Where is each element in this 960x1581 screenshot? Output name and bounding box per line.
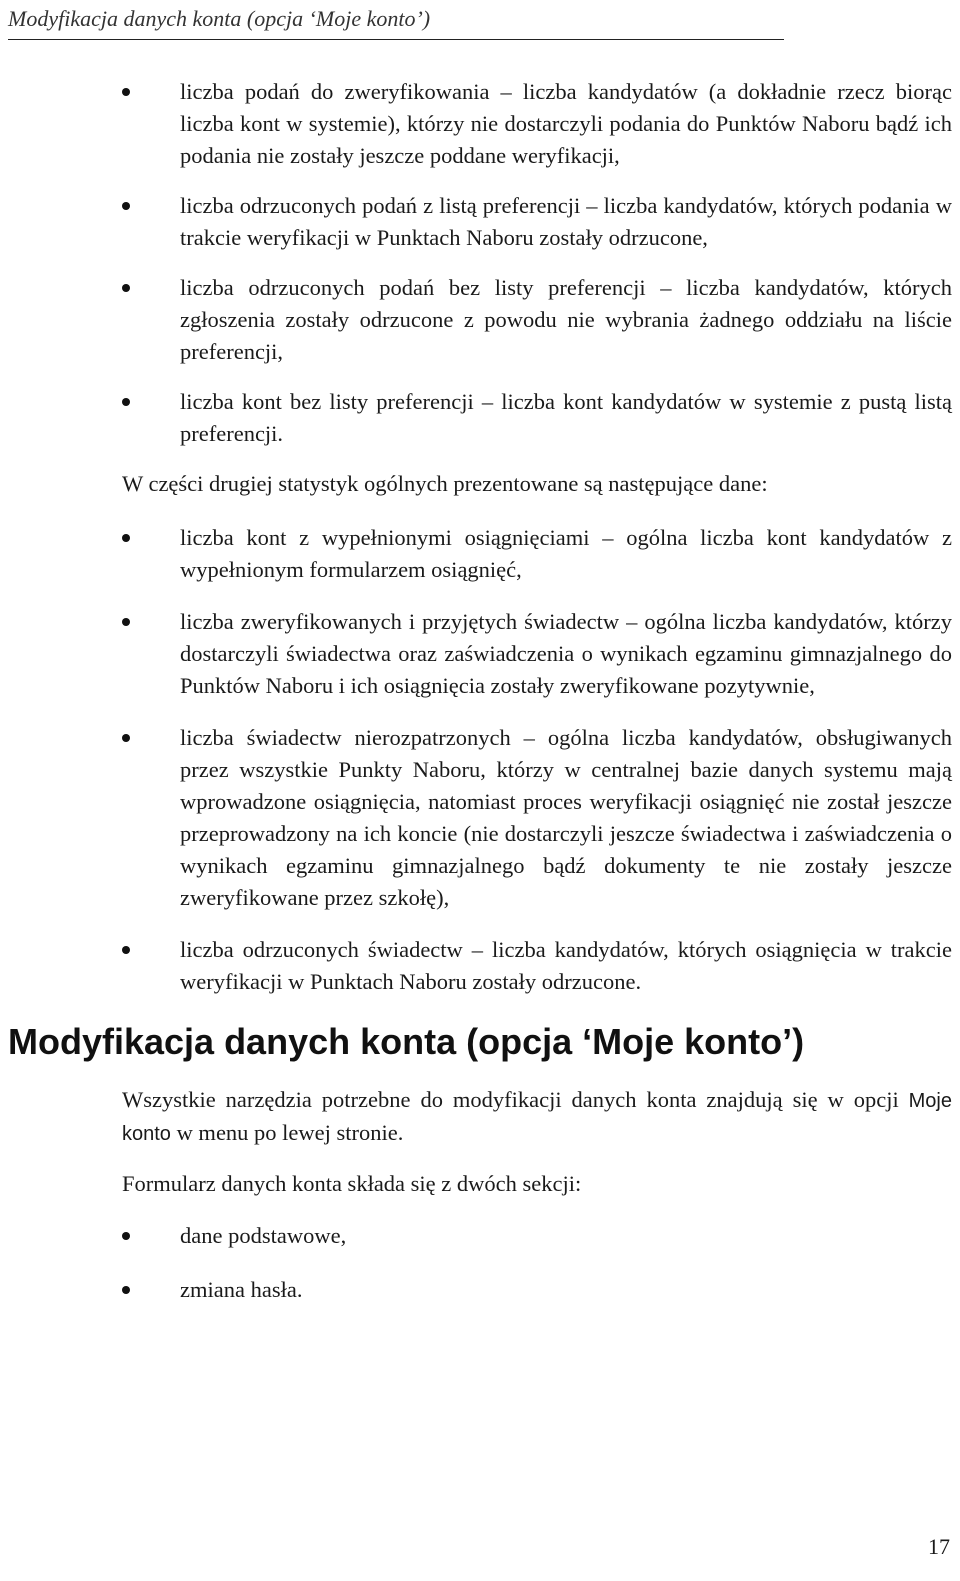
bullet-icon xyxy=(122,202,130,210)
list-item: liczba kont bez listy preferencji – liczba kont kandydatów w systemie z pustą listą preferencji. xyxy=(122,386,952,450)
page-number: 17 xyxy=(928,1534,950,1559)
list-item: liczba odrzuconych podań bez listy preferencji – liczba kandydatów, których zgłoszenia zostały odrzucone z powodu nie wybrania żadnego oddziału na liście preferencji, xyxy=(122,272,952,368)
page-content xyxy=(8,76,952,1328)
bullet-icon xyxy=(122,398,130,406)
statistics-part1-list xyxy=(122,76,952,450)
bullet-icon xyxy=(122,88,130,96)
list-item: zmiana hasła. xyxy=(122,1274,952,1306)
list-item: dane podstawowe, xyxy=(122,1220,952,1252)
bullet-icon xyxy=(122,1286,130,1294)
list-item: liczba świadectw nierozpatrzonych – ogólna liczba kandydatów, obsługiwanych przez wszystkie Punkty Naboru, którzy w centralnej bazie danych systemu mają wprowadzone osiągnięcia, natomiast proces weryfikacji osiągnięć nie został jeszcze przeprowadzony na ich koncie (nie dostarczyli jeszcze świadectwa i zaświadczenia o wynikach egzaminu gimnazjalnego bądź dokumenty te nie zostały jeszcze zweryfikowane przez szkołę), xyxy=(122,722,952,914)
section-paragraph-form: Formularz danych konta składa się z dwóch sekcji: xyxy=(122,1171,582,1196)
list-item: liczba zweryfikowanych i przyjętych świadectw – ogólna liczba kandydatów, którzy dostarczyli świadectwa oraz zaświadczenia o wynikach egzaminu gimnazjalnego do Punktów Naboru i ich osiągnięcia zostały zweryfikowane pozytywnie, xyxy=(122,606,952,702)
menu-term-moje-konto: Moje konto xyxy=(122,1090,952,1145)
bullet-icon xyxy=(122,618,130,626)
bullet-icon xyxy=(122,284,130,292)
running-header xyxy=(8,2,784,40)
statistics-part2-list xyxy=(122,522,952,998)
list-item: liczba kont z wypełnionymi osiągnięciami – ogólna liczba kont kandydatów z wypełnionym formularzem osiągnięć, xyxy=(122,522,952,586)
section-heading: Modyfikacja danych konta (opcja ‘Moje konto’) xyxy=(8,1021,805,1062)
section-paragraph-tools: Wszystkie narzędzia potrzebne do modyfikacji danych konta znajdują się w opcji Moje konto w menu po lewej stronie. xyxy=(122,1087,952,1145)
list-item: liczba podań do zweryfikowania – liczba kandydatów (a dokładnie rzecz biorąc liczba kont w systemie), którzy nie dostarczyli podania do Punktów Naboru bądź ich podania nie zostały jeszcze poddane weryfikacji, xyxy=(122,76,952,172)
account-form-sections-list xyxy=(122,1220,952,1306)
running-header-title: Modyfikacja danych konta (opcja ‘Moje konto’) xyxy=(8,6,431,31)
part2-intro: W części drugiej statystyk ogólnych prezentowane są następujące dane: xyxy=(122,471,768,496)
list-item: liczba odrzuconych świadectw – liczba kandydatów, których osiągnięcia w trakcie weryfikacji w Punktach Naboru zostały odrzucone. xyxy=(122,934,952,998)
bullet-icon xyxy=(122,946,130,954)
list-item: liczba odrzuconych podań z listą preferencji – liczba kandydatów, których podania w trakcie weryfikacji w Punktach Naboru zostały odrzucone, xyxy=(122,190,952,254)
bullet-icon xyxy=(122,534,130,542)
bullet-icon xyxy=(122,1232,130,1240)
bullet-icon xyxy=(122,734,130,742)
